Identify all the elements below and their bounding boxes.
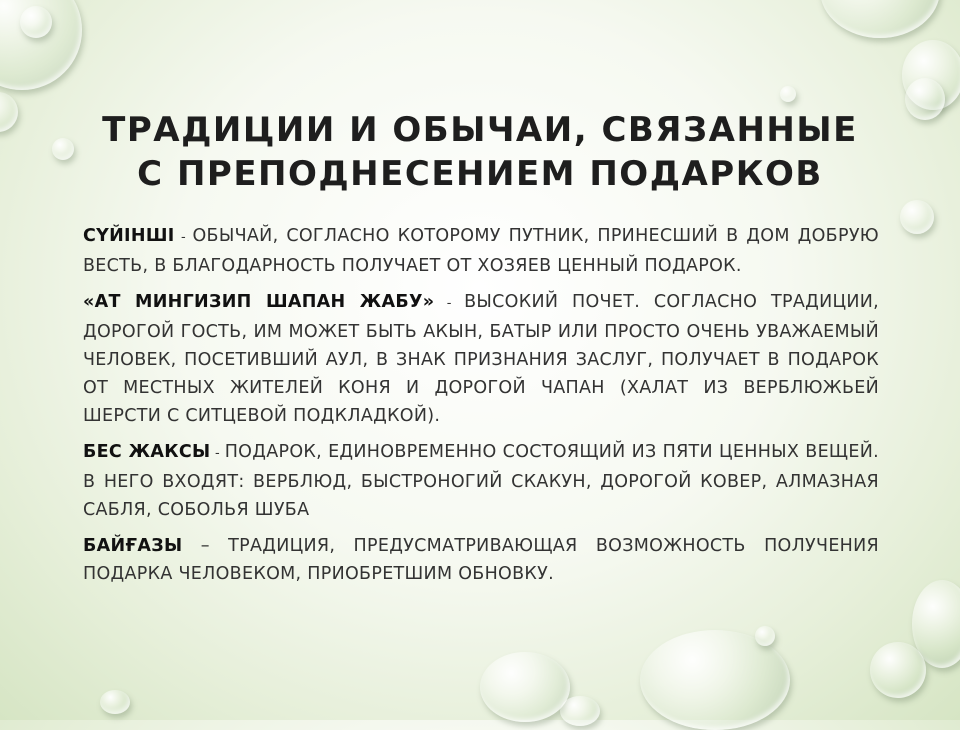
separator: - — [174, 230, 193, 245]
term: БАЙҒАЗЫ — [83, 536, 183, 556]
separator: - — [210, 446, 225, 461]
term: БЕС ЖАКСЫ — [83, 442, 211, 462]
title-line-1: ТРАДИЦИИ И ОБЫЧАИ, СВЯЗАННЫЕ — [102, 110, 858, 150]
water-drop-decoration — [20, 6, 52, 38]
definition: ПОДАРОК, ЕДИНОВРЕМЕННО СОСТОЯЩИЙ ИЗ ПЯТИ ЦЕННЫХ ВЕЩЕЙ. В НЕГО ВХОДЯТ: ВЕРБЛЮД, БЫСТРОНОГИЙ СКАКУН, ДОРОГОЙ КОВЕР, АЛМАЗНАЯ САБЛЯ, СОБОЛЬЯ ШУБА — [83, 442, 879, 520]
water-drop-decoration — [755, 626, 775, 646]
definition: ТРАДИЦИЯ, ПРЕДУСМАТРИВАЮЩАЯ ВОЗМОЖНОСТЬ ПОЛУЧЕНИЯ ПОДАРКА ЧЕЛОВЕКОМ, ПРИОБРЕТШИМ ОБНОВКУ. — [83, 536, 879, 584]
water-drop-decoration — [100, 690, 130, 714]
separator: – — [182, 536, 229, 556]
water-drop-decoration — [560, 696, 600, 726]
paragraph-suyinshi — [83, 222, 879, 280]
water-drop-decoration — [900, 200, 934, 234]
definition: ОБЫЧАЙ, СОГЛАСНО КОТОРОМУ ПУТНИК, ПРИНЕСШИЙ В ДОМ ДОБРУЮ ВЕСТЬ, В БЛАГОДАРНОСТЬ ПОЛУЧАЕТ ОТ ХОЗЯЕВ ЦЕННЫЙ ПОДАРОК. — [83, 226, 879, 276]
paragraph-baigazy — [83, 532, 879, 588]
water-drop-decoration — [780, 86, 796, 102]
water-drop-decoration — [820, 0, 940, 38]
term: СҮЙІНШІ — [83, 226, 175, 246]
title-line-2: С ПРЕПОДНЕСЕНИЕМ ПОДАРКОВ — [137, 154, 823, 194]
paragraph-bes-zhaksy — [83, 438, 879, 524]
definition: ВЫСОКИЙ ПОЧЕТ. СОГЛАСНО ТРАДИЦИИ, ДОРОГОЙ ГОСТЬ, ИМ МОЖЕТ БЫТЬ АКЫН, БАТЫР ИЛИ ПРОСТО ОЧЕНЬ УВАЖАЕМЫЙ ЧЕЛОВЕК, ПОСЕТИВШИЙ АУЛ, В ЗНАК ПРИЗНАНИЯ ЗАСЛУГ, ПОЛУЧАЕТ В ПОДАРОК ОТ МЕСТНЫХ ЖИТЕЛЕЙ КОНЯ И ДОРОГОЙ ЧАПАН (ХАЛАТ ИЗ ВЕРБЛЮЖЬЕЙ ШЕРСТИ С СИТЦЕВОЙ ПОДКЛАДКОЙ). — [83, 292, 880, 426]
water-drop-decoration — [870, 642, 926, 698]
water-drop-decoration — [0, 92, 18, 132]
paragraph-at-mingizip — [83, 288, 879, 430]
water-drop-decoration — [480, 652, 570, 722]
slide-body — [83, 222, 879, 596]
water-drop-decoration — [905, 78, 945, 120]
term: «АТ МИНГИЗИП ШАПАН ЖАБУ» — [83, 292, 435, 312]
separator: - — [434, 296, 465, 311]
slide-title — [60, 108, 900, 196]
